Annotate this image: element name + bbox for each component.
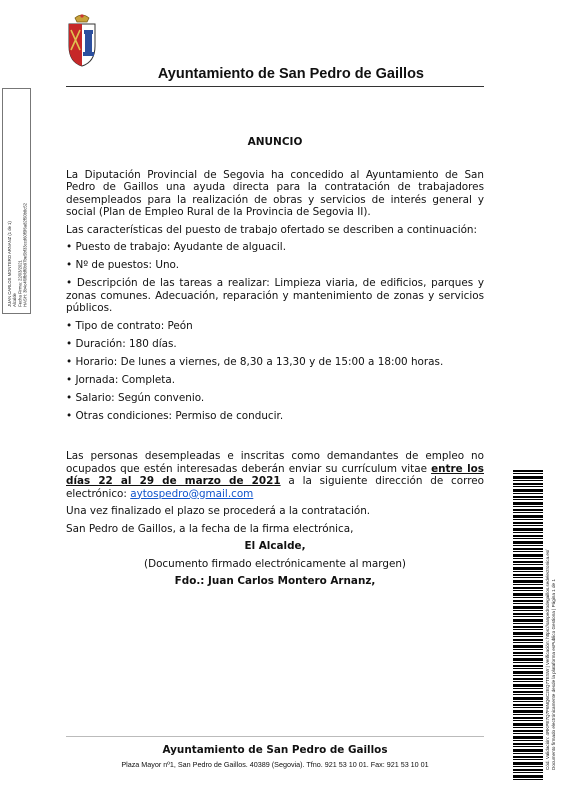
closing-paragraph: Una vez finalizado el plazo se procederá a la contratación. <box>66 505 371 517</box>
list-item: • Puesto de trabajo: Ayudante de alguacil. <box>66 241 484 254</box>
footer-address: Plaza Mayor nº1, San Pedro de Gaillos. 40389 (Segovia). Tfno. 921 53 10 01. Fax: 921 53 10 01 <box>121 760 429 769</box>
signer-role: El Alcalde, <box>244 540 306 552</box>
header-divider <box>66 86 484 87</box>
list-item: • Otras condiciones: Permiso de conducir. <box>66 410 484 423</box>
barcode-icon <box>513 470 543 780</box>
footer-divider <box>66 736 484 737</box>
document-body <box>66 136 484 593</box>
list-item: • Horario: De lunes a viernes, de 8,30 a 13,30 y de 15:00 a 18:00 horas. <box>66 356 484 369</box>
signature-stamp-text: JUAN CARLOS MONTERO ARNANZ (1 de 1) Alcalde Fecha Firma: 22/03/2021 HASH: 3b4c4f0fbfdf0b97be5bf33ccd60f5f6a82f50b8c52 <box>7 203 28 307</box>
lead-paragraph: Las características del puesto de trabajo ofertado se describen a continuación: <box>66 223 478 236</box>
list-item: • Tipo de contrato: Peón <box>66 320 484 333</box>
application-text: Las personas desempleadas e inscritas como demandantes de empleo no ocupados que estén interesadas deberán enviar su currículum vitae <box>66 450 484 475</box>
email-link[interactable]: aytospedro@gmail.com <box>130 487 254 500</box>
municipal-crest-icon <box>66 12 98 68</box>
page-header-title: Ayuntamiento de San Pedro de Gaillos <box>157 66 424 82</box>
application-text-2: a la siguiente dirección de correo electrónico: <box>66 475 484 500</box>
verification-text: Cód. Validación: 4RKPE7Q7F6NQ6C2EQ7TESW | Verificación: https://sanpedrodegaillos.sedelectronica.es/ Documento firmado electrónicamente desde la plataforma esPublico Gestiona | Página 1 de 1 <box>545 549 556 770</box>
footer-title: Ayuntamiento de San Pedro de Gaillos <box>162 744 388 756</box>
intro-paragraph: La Diputación Provincial de Segovia ha concedido al Ayuntamiento de San Pedro de Gaillos una ayuda directa para la contratación de trabajadores desempleados para la realización de obras y servicios de interés general y social (Plan de Empleo Rural de la Provincia de Segovia II). <box>66 168 484 218</box>
signature-stamp <box>2 88 31 314</box>
place-date: San Pedro de Gaillos, a la fecha de la firma electrónica, <box>66 522 354 535</box>
list-item: • Salario: Según convenio. <box>66 392 484 405</box>
signer-name: Fdo.: Juan Carlos Montero Arnanz, <box>174 575 376 587</box>
job-details-list <box>66 241 484 423</box>
list-item: • Nº de puestos: Uno. <box>66 259 484 272</box>
application-dates: entre los días 22 al 29 de marzo de 2021 <box>66 462 484 487</box>
list-item: • Jornada: Completa. <box>66 374 484 387</box>
application-paragraph <box>66 450 484 500</box>
document-title: ANUNCIO <box>247 136 303 148</box>
list-item: • Descripción de las tareas a realizar: Limpieza viaria, de edificios, parques y zonas comunes. Adecuación, reparación y mantenimiento de zonas y servicios públicos. <box>66 277 484 315</box>
list-item: • Duración: 180 días. <box>66 338 484 351</box>
signed-note: (Documento firmado electrónicamente al margen) <box>144 557 406 570</box>
